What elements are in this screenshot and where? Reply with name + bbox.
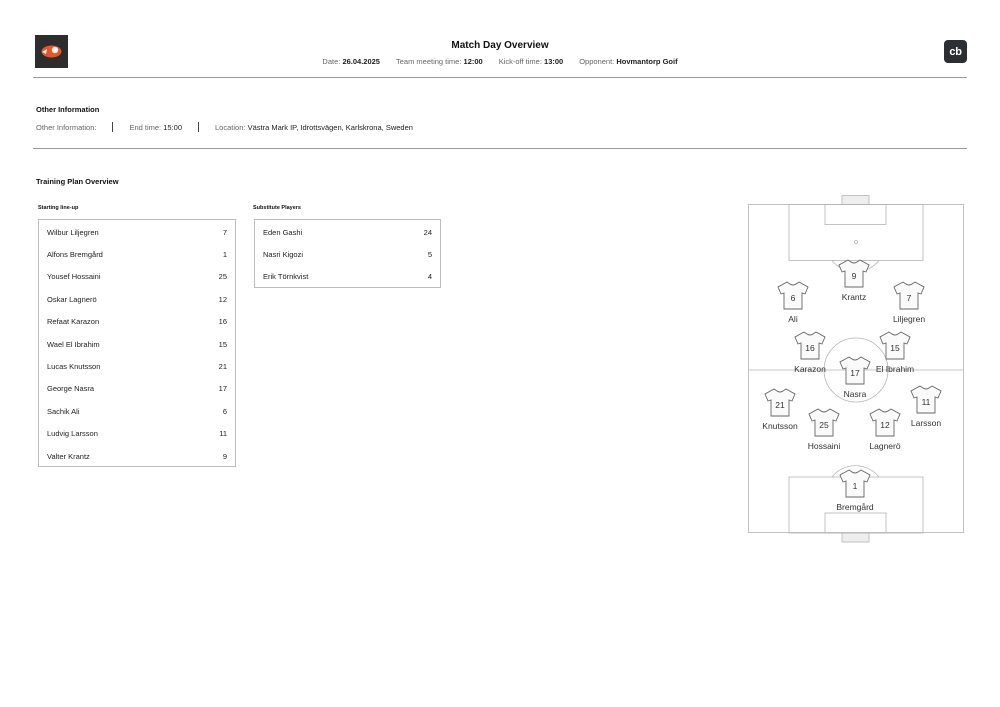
formation-player	[778, 282, 808, 324]
shirt-number: 9	[851, 271, 857, 281]
player-row	[39, 400, 235, 422]
player-surname: Bremgård	[836, 502, 874, 512]
player-number: 4	[427, 272, 432, 282]
end-time-label: End time:	[129, 122, 162, 132]
player-number: 11	[219, 429, 227, 439]
divider	[33, 148, 967, 149]
date-value: 26.04.2025	[342, 57, 380, 66]
player-surname: Ali	[788, 314, 798, 324]
shirt-number: 12	[880, 420, 890, 430]
formation-player	[911, 386, 942, 428]
player-row	[39, 288, 235, 310]
shirt-number: 7	[906, 293, 912, 303]
player-number: 21	[218, 362, 227, 372]
top-goal-area	[825, 205, 886, 225]
player-surname: Karazon	[794, 364, 826, 374]
player-surname: Lagnerö	[869, 441, 901, 451]
player-name: Wael El Ibrahim	[47, 339, 100, 349]
player-row	[39, 423, 235, 445]
location-value: Västra Mark IP, Idrottsvägen, Karlskrona, Sweden	[247, 122, 413, 132]
player-name: Oskar Lagnerö	[47, 294, 97, 304]
player-row	[39, 221, 235, 243]
player-number: 17	[218, 384, 227, 394]
formation-player	[808, 409, 841, 451]
formation-player	[762, 389, 798, 431]
meeting-value: 12:00	[463, 57, 483, 66]
meeting-item	[396, 57, 483, 66]
player-row	[39, 355, 235, 377]
player-name: Ludvig Larsson	[47, 429, 98, 439]
shirt-number: 17	[850, 368, 860, 378]
player-number: 1	[222, 250, 227, 260]
player-number: 7	[222, 227, 227, 237]
player-row	[39, 378, 235, 400]
formation-player	[836, 470, 874, 512]
top-penalty-spot	[855, 241, 858, 244]
bottom-goal	[842, 533, 869, 542]
other-info-row	[36, 122, 413, 132]
date-label: Date:	[322, 57, 341, 66]
end-time-item	[129, 123, 182, 132]
player-name: Nasri Kigozi	[263, 250, 304, 260]
player-row	[39, 266, 235, 288]
shirt-number: 16	[805, 343, 815, 353]
player-row	[255, 221, 440, 243]
location-label: Location:	[215, 122, 246, 132]
player-surname: Liljegren	[892, 314, 926, 324]
kickoff-value: 13:00	[544, 57, 564, 66]
player-surname: Knutsson	[762, 421, 798, 431]
opponent-item	[579, 57, 677, 66]
shirt-number: 11	[921, 397, 931, 407]
player-row	[255, 243, 440, 265]
player-name: Lucas Knutsson	[47, 362, 101, 372]
player-name: George Nasra	[47, 384, 95, 394]
player-name: Wilbur Liljegren	[47, 227, 99, 237]
kickoff-item	[499, 57, 564, 66]
player-surname: Larsson	[910, 418, 942, 428]
substitute-players-label: Substitute Players	[253, 205, 301, 211]
player-row	[39, 445, 235, 467]
player-surname: Hossaini	[807, 441, 841, 451]
formation-player	[839, 260, 869, 302]
player-number: 24	[423, 227, 432, 237]
brand-logo: cb	[944, 40, 967, 63]
match-meta	[0, 57, 1000, 66]
shirt-number: 25	[819, 420, 829, 430]
opponent-value: Hovmantorp Goif	[616, 57, 678, 66]
shirt-number: 1	[852, 481, 858, 491]
player-name: Valter Krantz	[47, 451, 90, 461]
training-plan-title: Training Plan Overview	[36, 177, 119, 186]
player-number: 12	[218, 294, 227, 304]
formation-pitch	[748, 195, 965, 545]
formation-player	[876, 332, 914, 374]
player-number: 15	[218, 339, 227, 349]
player-row	[39, 311, 235, 333]
player-name: Refaat Karazon	[47, 317, 100, 327]
player-number: 9	[222, 451, 227, 461]
separator	[112, 122, 113, 132]
player-name: Sachik Ali	[47, 406, 80, 416]
player-name: Eden Gashi	[263, 227, 303, 237]
shirt-number: 6	[790, 293, 796, 303]
page-title: Match Day Overview	[451, 40, 549, 51]
divider	[33, 77, 967, 78]
bottom-goal-area	[825, 513, 886, 533]
pitch-graphic	[748, 195, 965, 545]
player-name: Alfons Bremgård	[47, 250, 103, 260]
formation-player	[840, 357, 870, 399]
meeting-label: Team meeting time:	[395, 57, 462, 66]
formation-player	[794, 332, 826, 374]
formation-player	[869, 409, 900, 451]
starting-lineup-label: Starting line-up	[38, 205, 79, 211]
kickoff-label: Kick-off time:	[498, 57, 542, 66]
shirt-number: 21	[775, 400, 785, 410]
player-surname: Krantz	[841, 292, 867, 302]
player-surname: Nasra	[843, 389, 867, 399]
top-goal	[842, 196, 869, 205]
player-row	[255, 266, 440, 288]
substitute-players-table	[254, 219, 441, 288]
opponent-label: Opponent:	[579, 57, 615, 66]
player-surname: El Ibrahim	[875, 364, 915, 374]
end-time-value: 15:00	[163, 122, 183, 132]
player-number: 25	[218, 272, 227, 282]
other-info-title: Other Information	[36, 105, 100, 114]
formation-player	[893, 282, 925, 324]
starting-lineup-table	[38, 219, 236, 467]
player-name: Erik Törnkvist	[263, 272, 309, 282]
top-penalty-area	[789, 205, 923, 261]
player-row	[39, 243, 235, 265]
player-number: 5	[427, 250, 432, 260]
player-number: 16	[218, 317, 227, 327]
separator	[198, 122, 199, 132]
location-item	[215, 123, 413, 132]
other-info-label: Other Information:	[36, 122, 97, 132]
date-item	[322, 57, 380, 66]
player-name: Yousef Hossaini	[47, 272, 101, 282]
player-number: 6	[222, 406, 227, 416]
player-row	[39, 333, 235, 355]
shirt-number: 15	[890, 343, 900, 353]
